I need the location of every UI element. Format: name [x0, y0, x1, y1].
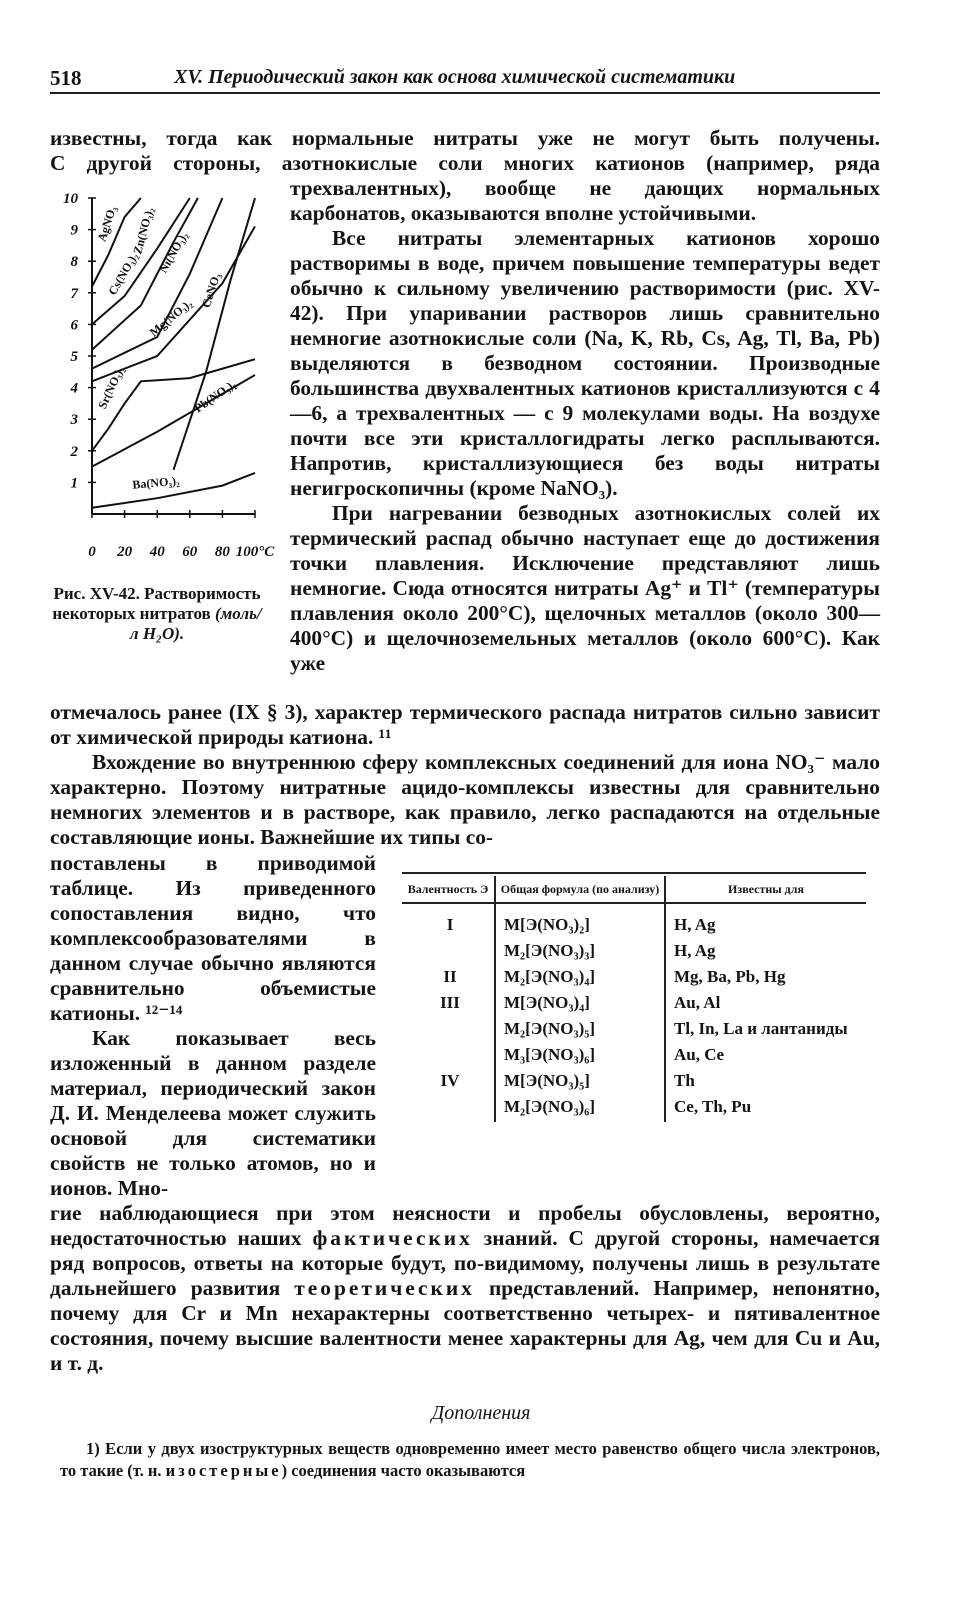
running-header [50, 66, 880, 94]
cell-known: Ce, Th, Pu [665, 1096, 866, 1122]
col-header-formula: Общая формула (по анализу) [495, 876, 665, 903]
footnote-1 [60, 1438, 880, 1482]
cell-valence: II [443, 967, 457, 986]
x-tick-label: 40 [149, 544, 165, 560]
y-tick-label: 6 [70, 317, 78, 334]
cell-known: Au, Al [665, 992, 866, 1018]
text-run: представлений. Например, непонятно, почему для Cr и Mn нехарактерны соответственно четырех- и пятивалентное состояния, почему высшие валентности менее характерны для Ag, чем для Cu и Au, и т. д. [50, 1276, 880, 1375]
table-top-rule [402, 872, 866, 874]
x-tick-label: 100°C [235, 544, 275, 560]
cell-formula: M₂[Э(NO₃)₄] [495, 966, 665, 992]
x-tick-label: 20 [117, 544, 133, 560]
intro-text [50, 126, 880, 176]
footnote-start: 1) Если у двух изоструктурных веществ одновременно имеет место равенство общего числа электронов, то такие (т. н. [60, 1439, 880, 1480]
series-label: Sr(NO₃)₂ [95, 364, 127, 411]
solubility-chart [50, 186, 280, 581]
series-label: Pb(NO₃)₂ [191, 376, 239, 416]
figure-caption [50, 584, 264, 644]
y-tick-label: 7 [70, 285, 78, 302]
page-number: 518 [50, 66, 82, 90]
series-label: Ba(NO₃)₂ [131, 473, 181, 492]
cell-valence: IV [440, 1071, 460, 1090]
running-title: XV. Периодический закон как основа химической систематики [174, 66, 736, 88]
cell-known: H, Ag [665, 903, 866, 940]
table-row [402, 1070, 866, 1096]
intro-line-1: известны, тогда как нормальные нитраты уже не могут быть получены. [50, 126, 880, 150]
cell-formula: M[Э(NO₃)₂] [495, 903, 665, 940]
spaced-word: теоретических [294, 1276, 475, 1300]
table-row [402, 1018, 866, 1044]
cell-formula: M[Э(NO₃)₅] [495, 1070, 665, 1096]
footnote-term: изостерные [165, 1461, 282, 1480]
series-label: Cs(NO₃)₂ [105, 250, 141, 298]
x-tick-label: 0 [88, 544, 96, 560]
col-header-valence: Валентность Э [402, 876, 495, 903]
series-label: CeNO₃ [198, 271, 224, 310]
y-tick-label: 8 [70, 254, 78, 271]
table-row [402, 1044, 866, 1070]
caption-unit: (моль/л H₂O). [129, 604, 262, 643]
cell-valence [402, 1018, 495, 1044]
table-row [402, 940, 866, 966]
cell-known: Tl, In, La и лантаниды [665, 1018, 866, 1044]
right-column [290, 176, 880, 676]
cell-formula: M₂[Э(NO₃)₃] [495, 940, 665, 966]
spaced-word: фактических [312, 1226, 473, 1250]
table-row [402, 966, 866, 992]
cell-known: Mg, Ba, Pb, Hg [665, 966, 866, 992]
left-column [50, 851, 376, 1201]
cell-known: Th [665, 1070, 866, 1096]
series-label: Zn(NO₃)₂ [130, 205, 157, 256]
y-tick-label: 1 [70, 475, 78, 492]
x-tick-label: 60 [182, 544, 198, 560]
para4-continuation: поставлены в приводимой таблице. Из приведенного сопоставления видно, что комплексообразователями в данном случае обычно являются сравнительно объемистые катионы. ¹²⁻¹⁴ [50, 851, 376, 1025]
table-row [402, 992, 866, 1018]
para2: Все нитраты элементарных катионов хорошо растворимы в воде, причем повышение температуры ведет обычно к сильному увеличению растворимости (рис. XV-42). При упаривании растворов лишь сравнительно немногие азотнокислые соли (Na, K, Rb, Cs, Ag, Tl, Ba, Pb) выделяются в безводном состоянии. Производные большинства двухвалентных катионов кристаллизуются с 4—6, а трехвалентных — с 9 молекулами воды. На воздухе почти все эти кристаллогидраты легко расплываются. Напротив, кристаллизующиеся без воды нитраты негигроскопичны (кроме NaNO₃). [290, 226, 880, 500]
y-tick-label: 3 [70, 412, 78, 429]
para3-end: отмечалось ранее (IX § 3), характер термического распада нитратов сильно зависит от химической природы катиона. ¹¹ [50, 700, 880, 749]
cell-formula: M₂[Э(NO₃)₆] [495, 1096, 665, 1122]
cell-valence [402, 1044, 495, 1070]
caption-label: Рис. XV-42. Растворимость некоторых нитратов [52, 584, 261, 623]
full-width-text-2 [50, 1201, 880, 1376]
footnote-end: ) соединения часто оказываются [281, 1461, 526, 1480]
y-tick-label: 4 [70, 380, 78, 397]
y-tick-label: 2 [70, 443, 78, 460]
para5: Как показывает весь изложенный в данном разделе материал, периодический закон Д. И. Менделеева может служить основой для систематики свойств не только атомов, но и ионов. Мно- [50, 1026, 376, 1200]
x-tick-label: 80 [214, 544, 230, 560]
cell-formula: M[Э(NO₃)₄] [495, 992, 665, 1018]
para5-end [50, 1201, 880, 1376]
cell-known: H, Ag [665, 940, 866, 966]
table-row [402, 1096, 866, 1122]
cell-valence [402, 940, 495, 966]
cell-formula: M₃[Э(NO₃)₆] [495, 1044, 665, 1070]
full-width-text-1 [50, 700, 880, 850]
solubility-figure [50, 186, 280, 681]
para3: При нагревании безводных азотнокислых солей их термический распад обычно наступает еще до достижения точки плавления. Исключение представляют лишь немногие. Сюда относятся нитраты Ag⁺ и Tl⁺ (температуры плавления около 200°C), щелочных металлов (около 300—400°C) и щелочноземельных металлов (около 600°C). Как уже [290, 501, 880, 675]
series-label: AgNO₃ [94, 204, 120, 244]
cell-valence: I [446, 915, 454, 934]
text-run: гие наблюдающиеся при этом неясности и пробелы обусловлены, вероятно, недостаточностью наших [50, 1201, 880, 1250]
intro-line-2: С другой стороны, азотнокислые соли многих катионов (например, ряда [50, 151, 880, 175]
nitrato-complex-table [402, 876, 866, 1122]
series-label: Ni(NO₃)₂ [155, 229, 191, 276]
text-run: знаний. С другой стороны, намечается ряд вопросов, ответы на которые будут, по-видимому, получены лишь в результате дальнейшего развития [50, 1226, 880, 1300]
para4: Вхождение во внутреннюю сферу комплексных соединений для иона NO₃⁻ мало характерно. Поэтому нитратные ацидо-комплексы известны для сравнительно немногих элементов и в растворе, как правило, легко распадаются на отдельные составляющие ионы. Важнейшие их типы со- [50, 750, 880, 849]
cell-valence [402, 1096, 495, 1122]
cell-valence: III [440, 993, 460, 1012]
col-header-known: Известны для [665, 876, 866, 903]
y-tick-label: 10 [63, 191, 78, 207]
table-header-row [402, 876, 866, 903]
y-tick-label: 5 [70, 349, 78, 365]
cell-formula: M₂[Э(NO₃)₅] [495, 1018, 665, 1044]
supplements-heading: Дополнения [431, 1402, 531, 1424]
table-row [402, 903, 866, 940]
para1-continuation: трехвалентных), вообще не дающих нормальных карбонатов, оказываются вполне устойчивыми. [290, 176, 880, 225]
y-tick-label: 9 [70, 222, 78, 239]
series-label: Mg(NO₃)₂ [146, 296, 195, 340]
cell-known: Au, Ce [665, 1044, 866, 1070]
